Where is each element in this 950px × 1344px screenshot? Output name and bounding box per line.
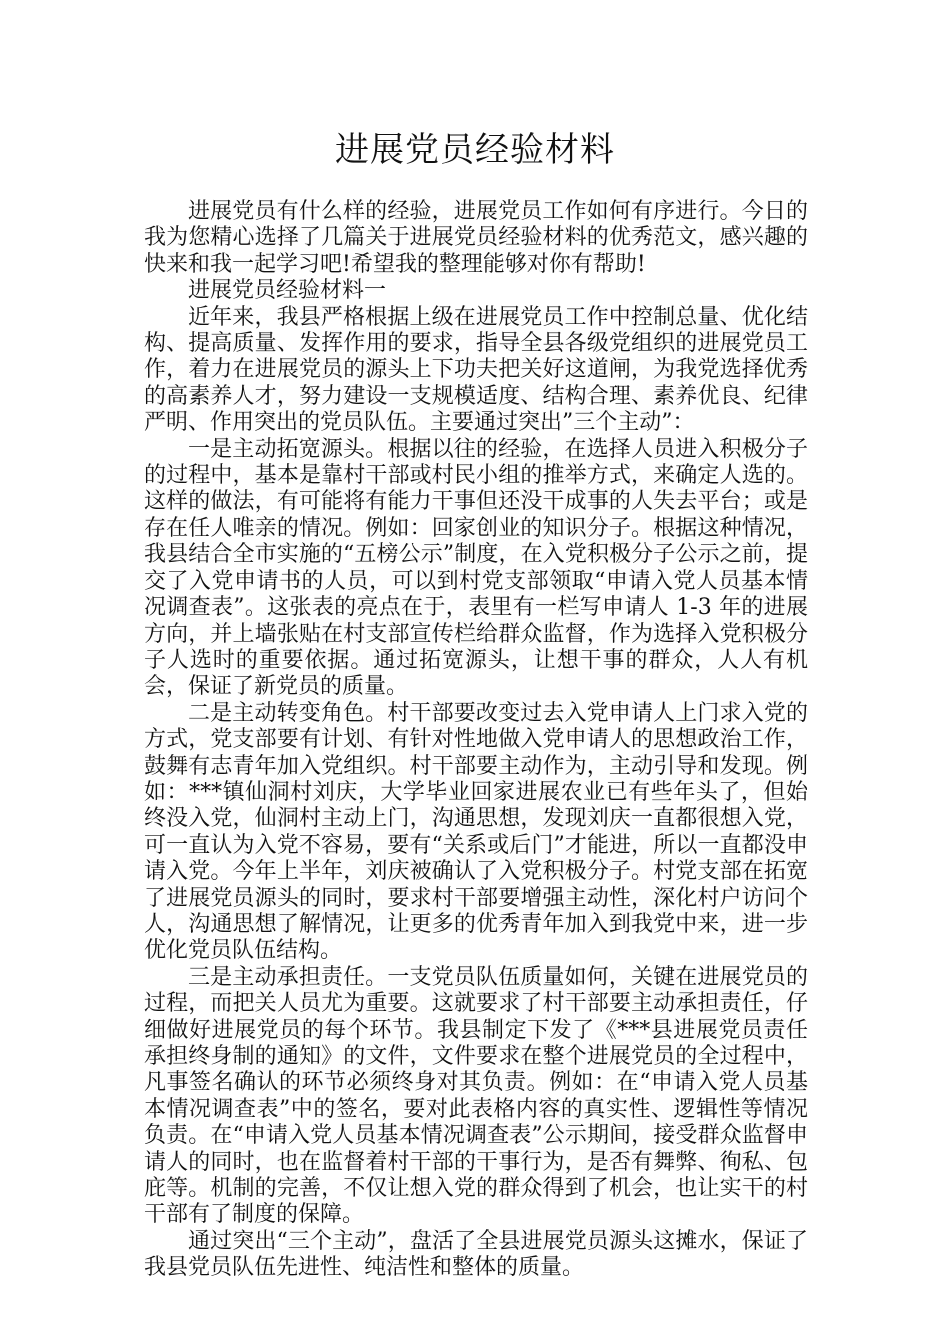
intro-paragraph: 进展党员有什么样的经验，进展党员工作如何有序进行。今日的我为您精心选择了几篇关于进展党员经验材料的优秀范文，感兴趣的快来和我一起学习吧!希望我的整理能够对你有帮助! — [144, 199, 808, 277]
document-body — [144, 199, 808, 1282]
body-paragraph: 近年来，我县严格根据上级在进展党员工作中控制总量、优化结构、提高质量、发挥作用的要求，指导全县各级党组织的进展党员工作，着力在进展党员的源头上下功夫把关好这道闸，为我党选择优秀的高素养人才，努力建设一支规模适度、结构合理、素养优良、纪律严明、作用突出的党员队伍。主要通过突出”三个主动”： — [144, 304, 808, 436]
body-paragraph: 二是主动转变角色。村干部要改变过去入党申请人上门求入党的方式，党支部要有计划、有针对性地做入党申请人的思想政治工作，鼓舞有志青年加入党组织。村干部要主动作为，主动引导和发现。例如：***镇仙洞村刘庆，大学毕业回家进展农业已有些年头了，但始终没入党，仙洞村主动上门，沟通思想，发现刘庆一直都很想入党，可一直认为入党不容易，要有“关系或后门”才能进，所以一直都没申请入党。今年上半年，刘庆被确认了入党积极分子。村党支部在拓宽了进展党员源头的同时，要求村干部要增强主动性，深化村户访问个人，沟通思想了解情况，让更多的优秀青年加入到我党中来，进一步优化党员队伍结构。 — [144, 700, 808, 964]
closing-paragraph: 通过突出“三个主动”，盘活了全县进展党员源头这摊水，保证了我县党员队伍先进性、纯洁性和整体的质量。 — [144, 1228, 808, 1281]
section-heading: 进展党员经验材料一 — [188, 278, 387, 304]
body-paragraph: 一是主动拓宽源头。根据以往的经验，在选择人员进入积极分子的过程中，基本是靠村干部或村民小组的推举方式，来确定人选的。这样的做法，有可能将有能力干事但还没干成事的人失去平台；或是存在任人唯亲的情况。例如：回家创业的知识分子。根据这种情况，我县结合全市实施的“五榜公示”制度，在入党积极分子公示之前，提交了入党申请书的人员，可以到村党支部领取“申请入党人员基本情况调查表”。这张表的亮点在于，表里有一栏写申请人 1-3 年的进展方向，并上墙张贴在村支部宣传栏给群众监督，作为选择入党积极分子人选时的重要依据。通过拓宽源头，让想干事的群众，人人有机会，保证了新党员的质量。 — [144, 436, 808, 700]
document-title: 进展党员经验材料 — [335, 130, 615, 170]
body-paragraph: 三是主动承担责任。一支党员队伍质量如何，关键在进展党员的过程，而把关人员尤为重要。这就要求了村干部要主动承担责任，仔细做好进展党员的每个环节。我县制定下发了《***县进展党员责任承担终身制的通知》的文件，文件要求在整个进展党员的全过程中，凡事签名确认的环节必须终身对其负责。例如：在“申请入党人员基本情况调查表”中的签名，要对此表格内容的真实性、逻辑性等情况负责。在“申请入党人员基本情况调查表”公示期间，接受群众监督申请人的同时，也在监督着村干部的干事行为，是否有舞弊、徇私、包庇等。机制的完善，不仅让想入党的群众得到了机会，也让实干的村干部有了制度的保障。 — [144, 964, 808, 1228]
